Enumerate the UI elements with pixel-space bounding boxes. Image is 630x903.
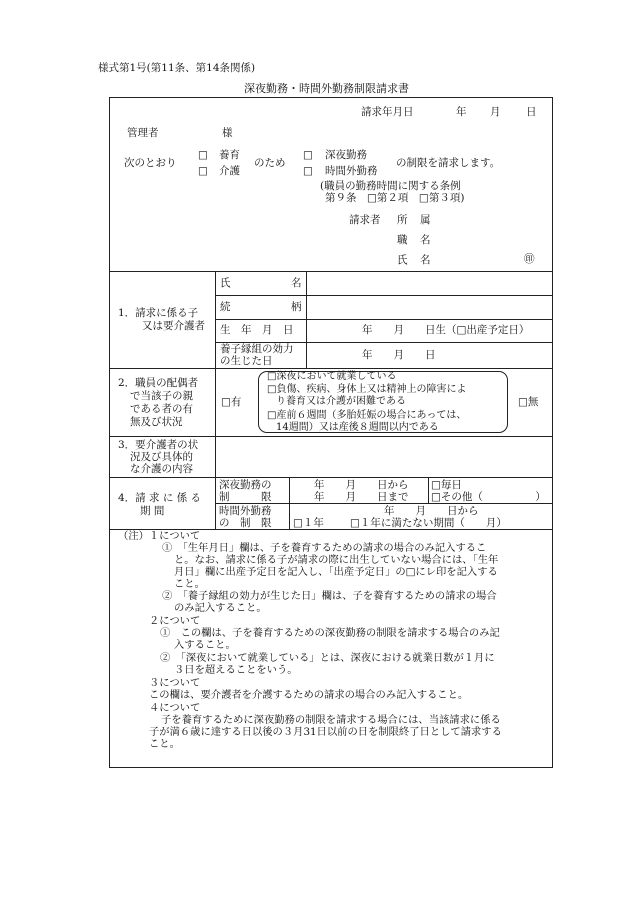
divider — [109, 436, 553, 437]
divider — [215, 271, 216, 529]
request-statement: の制限を請求します。 — [396, 157, 501, 169]
divider — [306, 271, 307, 368]
note-4-line3: こと。 — [149, 738, 180, 750]
note-2-line1: ① この欄は、子を養育するための深夜勤務の制限を請求する場合のみ記 — [160, 627, 500, 639]
section2-label-1: 2．職員の配偶者 — [118, 377, 199, 389]
note-1-line4: こと。 — [174, 578, 205, 590]
note-2-line3: ② 「深夜において就業している」とは、深夜における就業日数が１月に — [160, 652, 495, 664]
overtime-label: 時間外勤務 — [325, 165, 378, 177]
night-work-checkbox[interactable]: □ — [303, 149, 313, 161]
option-maternity-2: 14週間）又は産後８週間以内である — [276, 422, 439, 433]
name-label-2: 名 — [420, 254, 431, 266]
nursing-label: 介護 — [219, 165, 240, 177]
section3-label-1: 3．要介護者の状 — [118, 439, 199, 451]
relationship-label-1: 続 — [220, 301, 231, 313]
note-1-line5: ② 「養子縁組の効力が生じた日」欄は、子を養育するための請求の場合 — [162, 590, 497, 602]
childcare-checkbox[interactable]: □ — [198, 149, 208, 161]
note-2-line4: ３日を超えることをいう。 — [174, 664, 298, 676]
date-day-unit: 日 — [526, 106, 537, 118]
overtime-checkbox[interactable]: □ — [303, 165, 313, 177]
ordinance-line2: 第９条 □第２項 □第３項) — [325, 192, 465, 204]
affiliation-label-2: 属 — [420, 214, 431, 226]
section3-label-2: 況及び具体的 — [130, 451, 193, 463]
overtime-limit-label-2: の 制 限 — [219, 517, 272, 529]
section4-label-2: 期 間 — [140, 505, 165, 517]
section2-label-2: で当該子の親 — [130, 390, 193, 402]
option-night-work[interactable]: □深夜において就業している — [267, 371, 397, 382]
night-from-date: 年 月 日から — [314, 479, 409, 491]
date-month-unit: 月 — [490, 106, 501, 118]
name-label-1: 氏 — [397, 254, 408, 266]
note-1-line3: 月日」欄に出産予定日を記入し、「出産予定日」の□にレ印を記入する — [174, 566, 498, 578]
notes-header: （注）１について — [118, 530, 201, 542]
divider — [215, 319, 553, 320]
divider — [215, 295, 553, 296]
note-2-line2: 入すること。 — [174, 639, 236, 651]
relationship-label-2: 柄 — [291, 301, 302, 313]
section3-label-3: な介護の内容 — [130, 463, 193, 475]
birthdate-value: 年 月 日生（□出産予定日） — [362, 324, 530, 336]
divider — [109, 368, 553, 369]
night-limit-label-2: 制 限 — [219, 491, 272, 503]
section4-label-1: 4．請 求 に 係 る — [118, 492, 202, 504]
option-disability-2: り養育又は介護が困難である — [276, 396, 406, 407]
seal-mark: ㊞ — [524, 253, 535, 265]
section2-label-3: である者の有 — [130, 403, 193, 415]
night-limit-label-1: 深夜勤務の — [219, 479, 272, 491]
note-2-header: ２について — [149, 615, 201, 627]
night-to-date: 年 月 日まで — [314, 491, 409, 503]
child-name-label-1: 氏 — [220, 277, 231, 289]
date-year-unit: 年 — [456, 106, 467, 118]
spouse-yes-checkbox[interactable]: □有 — [221, 396, 242, 408]
for-label: のため — [254, 157, 286, 169]
adoption-label-2: の生じた日 — [220, 355, 273, 367]
divider — [109, 271, 553, 272]
overtime-from-date: 年 月 日から — [384, 505, 479, 517]
post-label-2: 名 — [420, 234, 431, 246]
spouse-no-checkbox[interactable]: □無 — [518, 396, 539, 408]
note-3-header: ３について — [149, 677, 201, 689]
section2-label-4: 無及び状況 — [130, 416, 183, 428]
option-maternity-1[interactable]: □産前６週間（多胎妊娠の場合にあっては、 — [267, 410, 467, 421]
divider — [428, 477, 429, 503]
one-year-checkbox[interactable]: □１年 — [293, 517, 324, 529]
nursing-checkbox[interactable]: □ — [198, 165, 208, 177]
divider — [109, 477, 553, 478]
adoption-label-1: 養子縁組の効力 — [220, 343, 294, 355]
section1-label-line2: 又は要介護者 — [142, 320, 205, 332]
note-1-line1: ① 「生年月日」欄は、子を養育するための請求の場合のみ記入するこ — [162, 542, 487, 554]
less-than-year-checkbox[interactable]: □１年に満たない期間（ 月） — [350, 517, 507, 529]
request-date-label: 請求年月日 — [361, 106, 414, 118]
honorific: 様 — [222, 127, 233, 139]
other-checkbox[interactable]: □その他（ ） — [431, 491, 546, 503]
post-label-1: 職 — [397, 234, 408, 246]
divider — [289, 477, 290, 529]
overtime-limit-label-1: 時間外勤務 — [219, 505, 272, 517]
adoption-value: 年 月 日 — [362, 349, 436, 361]
manager-label: 管理者 — [127, 127, 159, 139]
ordinance-line1: (職員の勤務時間に関する条例 — [320, 180, 461, 192]
note-4-line1: 子を養育するために深夜勤務の制限を請求する場合には、当該請求に係る — [161, 714, 501, 726]
option-disability-1[interactable]: □負傷、疾病、身体上又は精神上の障害によ — [267, 384, 467, 395]
daily-checkbox[interactable]: □毎日 — [431, 479, 462, 491]
child-name-label-2: 名 — [291, 277, 302, 289]
as-follows-label: 次のとおり — [124, 157, 177, 169]
requester-label: 請求者 — [349, 214, 381, 226]
note-3-line1: この欄は、要介護者を介護するための請求の場合のみ記入すること。 — [149, 689, 469, 701]
childcare-label: 養育 — [219, 149, 240, 161]
section1-label-line1: 1．請求に係る子 — [118, 307, 199, 319]
form-number: 様式第1号(第11条、第14条関係) — [98, 62, 256, 74]
night-work-label: 深夜勤務 — [325, 149, 367, 161]
note-4-line2: 子が満６歳に達する日以後の３月31日以前の日を制限終了日として請求する — [149, 726, 502, 738]
note-1-line6: のみ記入すること。 — [174, 602, 267, 614]
affiliation-label-1: 所 — [397, 214, 408, 226]
note-4-header: ４について — [149, 702, 201, 714]
form-title: 深夜勤務・時間外勤務制限請求書 — [244, 82, 409, 95]
note-1-line2: と。なお、請求に係る子が請求の際に出生していない場合には、「生年 — [174, 554, 499, 566]
birthdate-label: 生 年 月 日 — [220, 324, 294, 336]
